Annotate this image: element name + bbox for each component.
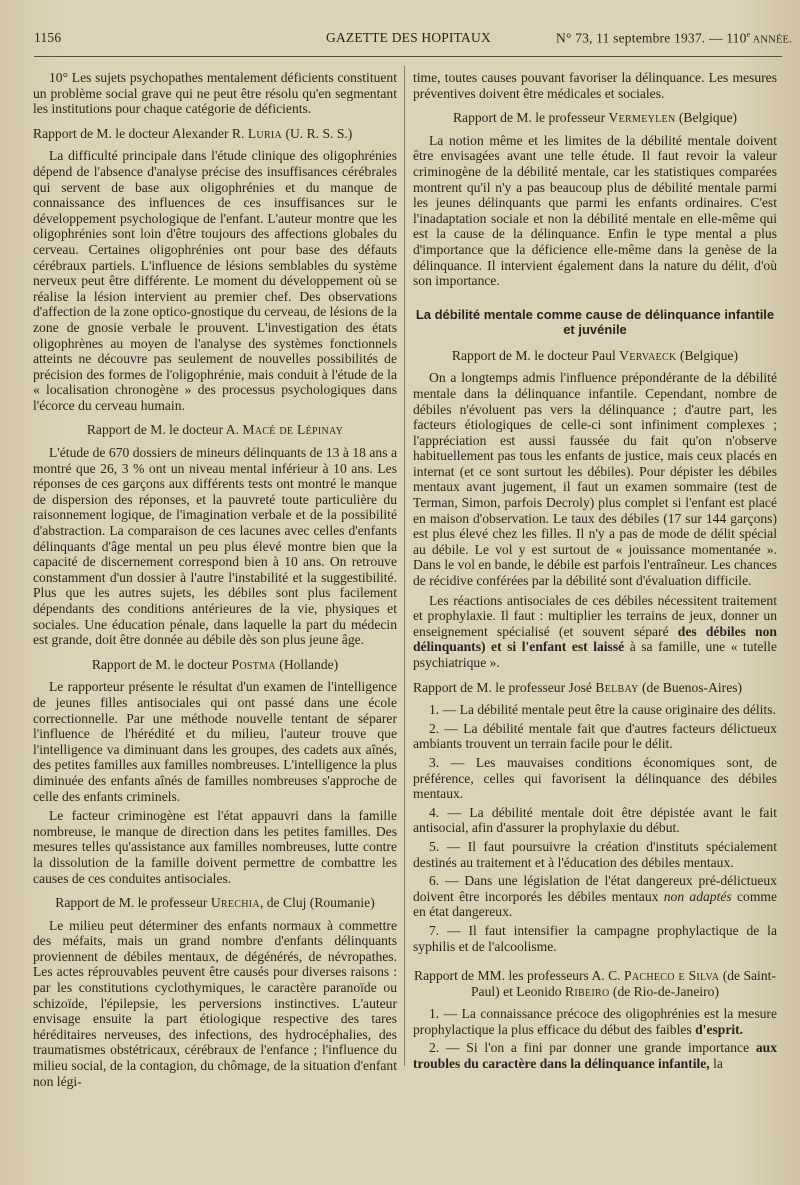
bold-text: des débiles non délinquants) et si l'enfant est laissé — [413, 623, 777, 655]
text-run: à sa famille, une « tutelle psychiatrique ». — [413, 639, 777, 670]
numbered-item: 4. — La débilité mentale doit être dépistée avant le fait antisocial, afin d'assurer la prophylaxie du début. — [413, 804, 777, 836]
paragraph: L'étude de 670 dossiers de mineurs délinquants de 13 à 18 ans a montré que 26, 3 % ont un niveau mental inférieur à 10 ans. Les réponses de ces garçons aux différents tests ont montré le manque de dispersion des réponses, et la pauvreté toute particulière du raisonnement logique, de l'imagination verbale et de la possibilité d'abstraction. La comparaison de ces lacunes avec celles d'enfants délinquants d'âge mental un peu plus élevé montre bien que la capacité de discernement correspond bien à 10 ans. On retrouve constamment d'un dossier à l'autre l'instabilité et la suggestibilité. Plus que les autres sujets, les débiles sont plus facilement dépendants des conditions antérieures de la vie, physiques et sociales. Une éducation pénale, dans laquelle la part du médecin est grande, doit être donnée au débile dès son plus jeune âge. — [33, 445, 397, 648]
report-heading-country: , de Cluj (Roumanie) — [259, 895, 375, 911]
section-title — [413, 307, 777, 338]
report-heading-country: (de Rio-de-Janeiro) — [609, 983, 719, 999]
report-heading-text: Rapport de M. le professeur — [452, 110, 609, 126]
text-run: Les réactions antisociales de ces débiles nécessitent traitement et prophylaxie. Il faut : multiplier les terrains de jeux, donner un enseignement spécialisé (et souvent séparé — [413, 592, 777, 639]
numbered-item: 3. — Les mauvaises conditions économiques sont, de préférence, celles qui favorisent la délinquance des débiles mentaux. — [413, 754, 777, 802]
author-name: Belbay — [595, 679, 639, 695]
author-name: Pacheco e Silva — [623, 968, 720, 984]
numbered-item: 2. — La débilité mentale fait que d'autres facteurs délictueux ambiants trouvent un terrain facile pour le délit. — [413, 720, 777, 752]
report-heading-country: (Belgique) — [675, 110, 738, 126]
running-head — [34, 30, 792, 52]
report-heading-country: (U. R. S. S.) — [282, 125, 353, 141]
report-heading — [413, 968, 777, 999]
numbered-item: 5. — Il faut poursuivre la création d'instituts spécialement destinés au traitement et à l'éducation des débiles mentaux. — [413, 838, 777, 870]
report-heading-country: (Hollande) — [275, 656, 339, 672]
report-heading — [33, 422, 397, 438]
paragraph: Le milieu peut déterminer des enfants normaux à commettre des méfaits, mais un grand nombre d'enfants délinquants proviennent de débiles mentaux, de dégénérés, de névropathes. Les actes réprouvables peuvent être causés pour diverses raisons : par les constitutions cyclothymiques, le caractère paranoïde ou schizoïde, l'épilepsie, les perversions instinctives. L'auteur envisage ensuite la part étiologique respective des tares héréditaires nerveuses, des infections, des hydrocéphalies, des traumatismes obstétricaux, cérébraux de l'enfance ; l'influence du milieu social, de la contagion, du chômage, de la situation d'enfant non légi- — [33, 917, 397, 1089]
report-heading — [413, 680, 777, 696]
report-heading-country: (de Buenos-Aires) — [638, 679, 743, 695]
report-heading-text: Rapport de M. le docteur Alexander R. — [33, 125, 248, 141]
paragraph: time, toutes causes pouvant favoriser la délinquance. Les mesures préventives doivent être médicales et sociales. — [413, 70, 777, 101]
bold-text: d'esprit. — [695, 1021, 744, 1037]
text-run: 6. — Dans une législation de l'état dangereux pré-délictueux doivent être incorporés les débiles mentaux — [413, 873, 777, 904]
report-heading — [413, 110, 777, 126]
page-number: 1156 — [34, 30, 62, 45]
header-rule — [34, 56, 782, 57]
numbered-item — [413, 873, 777, 920]
text-run: 2. — Si l'on a fini par donner une grande importance — [429, 1040, 756, 1056]
paragraph: 10° Les sujets psychopathes mentalement déficients constituent un problème social grave qui ne peut être résolu qu'en segmentant les institutions pour chaque catégorie de déficients. — [33, 70, 397, 117]
report-heading-country: (Belgique) — [676, 347, 739, 363]
issue-date: N° 73, 11 septembre 1937. — 110 — [556, 30, 747, 46]
author-name: Vermeylen — [608, 110, 676, 126]
author-name: Luria — [247, 125, 283, 141]
numbered-item — [413, 1006, 777, 1037]
numbered-item: 7. — Il faut intensifier la campagne prophylactique de la syphilis et de l'alcoolisme. — [413, 922, 777, 954]
report-heading-text: Rapport de M. le docteur — [91, 656, 232, 672]
report-heading — [33, 657, 397, 673]
journal-title: GAZETTE DES HOPITAUX — [326, 30, 491, 45]
text-run: 1. — La connaissance précoce des oligophrénies est la mesure prophylactique la plus efficace du début des faibles — [413, 1006, 777, 1037]
paragraph: Le facteur criminogène est l'état appauvri dans la famille nombreuse, le manque de direction dans les petites familles. Des mesures telles qu'assistance aux familles nombreuses, lutte contre la dissolution de la famille doivent permettre de combattre les causes de ces conduites antisociales. — [33, 808, 397, 886]
report-heading — [33, 895, 397, 911]
report-heading-text: Rapport de M. le docteur Paul — [451, 347, 620, 363]
report-heading-text: Rapport de M. le docteur A. — [86, 422, 243, 438]
section-title-line: et juvénile — [563, 322, 627, 338]
author-name: Macé de Lépinay — [242, 422, 344, 438]
section-title-line: La débilité mentale comme cause de délinquance infantile — [415, 306, 775, 322]
paragraph: La notion même et les limites de la débilité mentale doivent être envisagées avant une telle étude. Il faut revoir la valeur criminogène de la débilité mentale, car les statistiques comparées montrent qu'il n'y a pas beaucoup plus de débilité mentale parmi les jeunes délinquants que parmi les enfants ordinaires. C'est l'inadaptation sociale et non la débilité mentale en elle-même qui est la cause de la délinquance. Enfin le type mental a plus d'importance que la déficience elle-même dans la genèse de la délinquance. Il intervient également dans la nature du délit, d'où son importance. — [413, 132, 777, 289]
left-column — [33, 70, 397, 1093]
text-run: la — [709, 1056, 723, 1072]
author-name: Urechia — [210, 895, 260, 911]
report-heading — [33, 126, 397, 142]
paragraph: Le rapporteur présente le résultat d'un examen de l'intelligence de jeunes filles antisociales qui ont passé dans une école correctionnelle. Par une méthode nouvelle tentant de séparer l'influence de l'hérédité et du milieu, l'auteur trouve que l'intelligence va diminuant dans les groupes, des cadets aux aînés, des petites familles aux familles nombreuses. L'intelligence la plus diminuée des enfants aînés de familles nombreuses s'approche de celle des enfants criminels. — [33, 679, 397, 804]
issue-info — [556, 30, 792, 47]
author-name: Vervaeck — [619, 347, 677, 363]
numbered-item: 1. — La débilité mentale peut être la cause originaire des délits. — [429, 702, 776, 718]
paragraph: On a longtemps admis l'influence prépondérante de la débilité mentale dans la délinquance infantile. Cependant, nombre de débiles n'évoluent pas vers la délinquance ; d'autre part, les facteurs étiologiques de celle-ci sont infiniment complexes ; l'appréciation est aussi faussée du fait qu'on n'observe habituellement pas tous les enfants de justice, mais ceux placés en internat (et ce sont surtout les débiles). Pour dépister les débiles mentaux avant jugement, il faut un examen sommaire (test de Terman, Simon, parfois Decroly) plus complet si l'enfant est placé en maison d'observation. Le taux des débiles (17 sur 144 garçons) est plus élevé chez les filles. Il n'y a pas de mode de délit spécial au débile. Le vol y est surtout de « jouissance momentanée ». Dans le vol en bande, le débile est parfois l'entraîneur. Les chances de récidive conférées par la débilité sont d'évaluation difficile. — [413, 370, 777, 589]
report-heading-text: (de Saint-Paul) et Leonido — [471, 968, 776, 999]
issue-year: ANNÉE. — [750, 34, 792, 46]
report-heading-text: Rapport de MM. les professeurs A. C. — [414, 968, 624, 984]
paragraph: La difficulté principale dans l'étude clinique des oligophrénies dépend de l'absence d'analyse précise des insuffisances cérébrales qui servent de base aux oligophrénies et du manque de connaissance des influences de ces insuffisances sur le développement psychologique de l'enfant. L'auteur montre que les oligophrénies sont loin d'être toujours des affections globales du cerveau. Certaines oligophrénies ont pour base des défauts cérébraux partiels. L'influence de lésions semblables du système nerveux peut être différente. Le moment du développement où se réalise la lésion intervient au premier chef. Des observations d'affection de la zone optico-gnostique du cerveau, de lésions de la zone de gnosie verbale le prouvent. L'investigation des états oligophrènes au moyen de l'analyse des systèmes fonctionnels atteints ne découvre pas seulement de nouvelles possibilités de précision des formes de l'oligophrénie, mais conduit à l'étude de la « localisation chronogène » des processus psychologiques dans l'écorce du cerveau humain. — [33, 148, 397, 413]
report-heading-text: Rapport de M. le professeur José — [413, 679, 596, 695]
report-heading-text: Rapport de M. le professeur — [55, 895, 211, 911]
numbered-item — [413, 1040, 777, 1071]
issue-sup: e — [746, 30, 751, 39]
right-column — [413, 70, 777, 1075]
paragraph — [413, 593, 777, 671]
author-name: Postma — [231, 656, 276, 672]
column-divider — [404, 66, 405, 1066]
author-name: Ribeiro — [565, 983, 610, 999]
bold-text: aux troubles du caractère dans la délinquance infantile, — [413, 1040, 777, 1072]
text-run: comme en état dangereux. — [413, 888, 778, 920]
report-heading — [413, 348, 777, 364]
italic-text: non adaptés — [663, 888, 732, 904]
